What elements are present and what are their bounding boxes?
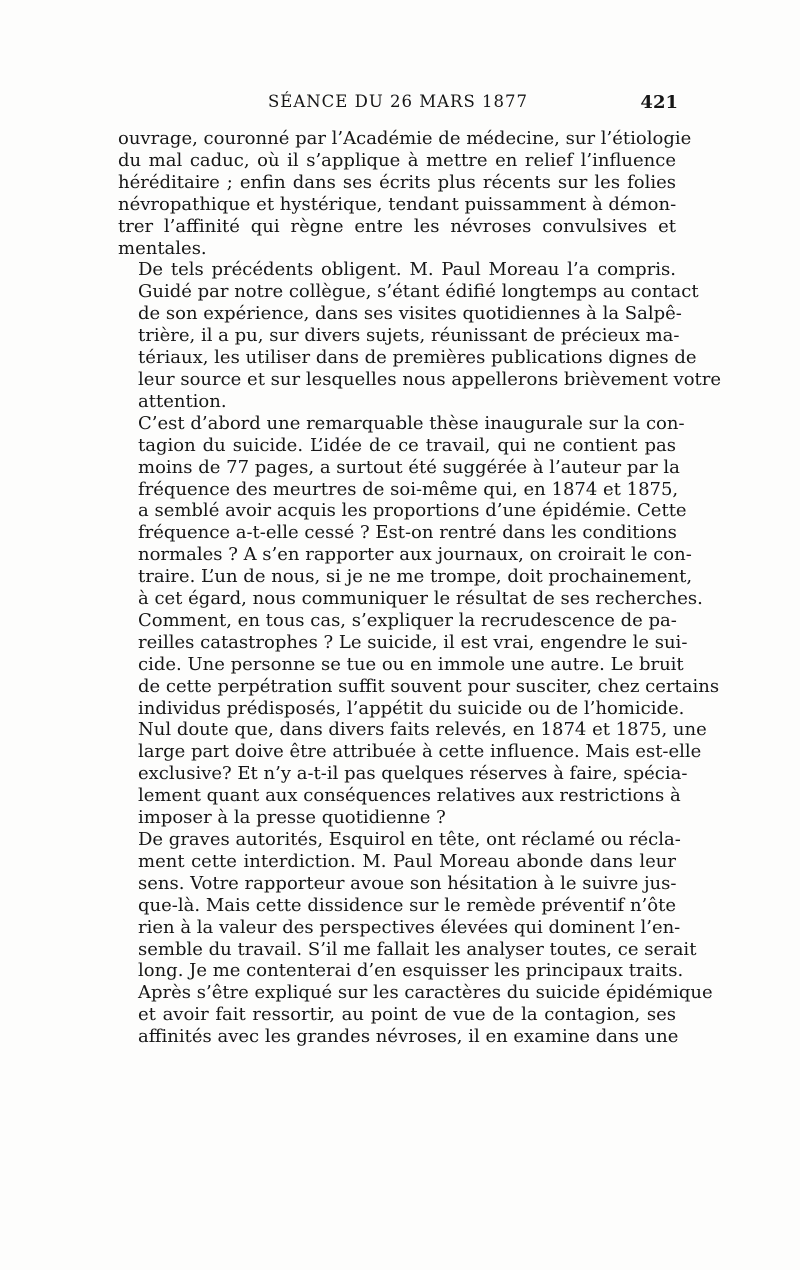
text-line: traire. L’un de nous, si je ne me trompe, doit prochainement, [138, 566, 693, 588]
text-line: à cet égard, nous communiquer le résultat de ses recherches. [138, 588, 703, 610]
paragraph [118, 982, 713, 1048]
text-line: large part doive être attribuée à cette influence. Mais est-elle [138, 741, 702, 763]
text-line: lement quant aux conséquences relatives aux restrictions à [138, 785, 681, 807]
text-line: névropathique et hystérique, tendant puissamment à démon- [118, 193, 677, 215]
running-title: SÉANCE DU 26 MARS 1877 [267, 92, 528, 111]
text-body [118, 128, 722, 1048]
text-line: et avoir fait ressortir, au point de vue de la contagion, ses [138, 1004, 676, 1026]
paragraph [118, 128, 692, 259]
text-line: semble du travail. S’il me fallait les analyser toutes, ce serait [138, 938, 697, 960]
text-line: attention. [138, 390, 227, 412]
text-line: a semblé avoir acquis les proportions d’une épidémie. Cette [138, 500, 687, 522]
text-line: que-là. Mais cette dissidence sur le remède préventif n’ôte [138, 894, 676, 916]
paragraph [118, 259, 722, 412]
text-line: exclusive? Et n’y a-t-il pas quelques réserves à faire, spécia- [138, 763, 688, 785]
text-line: affinités avec les grandes névroses, il en examine dans une [138, 1026, 679, 1048]
text-line: C’est d’abord une remarquable thèse inaugurale sur la con- [138, 412, 685, 434]
text-line: imposer à la presse quotidienne ? [138, 807, 446, 829]
text-line: Nul doute que, dans divers faits relevés, en 1874 et 1875, une [138, 719, 707, 741]
text-line: Guidé par notre collègue, s’étant édifié longtemps au contact [138, 281, 699, 303]
text-line: individus prédisposés, l’appétit du suicide ou de l’homicide. [138, 697, 685, 719]
text-line: Comment, en tous cas, s’expliquer la recrudescence de pa- [138, 609, 677, 631]
text-line: De tels précédents obligent. M. Paul Moreau l’a compris. [138, 259, 676, 281]
text-line: fréquence des meurtres de soi-même qui, en 1874 et 1875, [138, 478, 679, 500]
text-line: fréquence a-t-elle cessé ? Est-on rentré dans les conditions [138, 522, 677, 544]
text-line: héréditaire ; enfin dans ses écrits plus récents sur les folies [118, 171, 676, 193]
page-number: 421 [640, 92, 678, 113]
running-head [118, 92, 678, 116]
paragraph [118, 829, 697, 982]
text-line: normales ? A s’en rapporter aux journaux, on croirait le con- [138, 544, 692, 566]
text-line: long. Je me contenterai d’en esquisser les principaux traits. [138, 960, 684, 982]
text-line: reilles catastrophes ? Le suicide, il est vrai, engendre le sui- [138, 631, 688, 653]
text-line: trière, il a pu, sur divers sujets, réunissant de précieux ma- [138, 325, 680, 347]
text-line: de son expérience, dans ses visites quotidiennes à la Salpê- [138, 303, 682, 325]
text-line: cide. Une personne se tue ou en immole une autre. Le bruit [138, 653, 684, 675]
text-line: du mal caduc, où il s’applique à mettre en relief l’influence [118, 149, 676, 171]
text-line: ouvrage, couronné par l’Académie de médecine, sur l’étiologie [118, 128, 692, 149]
text-line: trer l’affinité qui règne entre les névroses convulsives et [118, 215, 676, 237]
text-line: tagion du suicide. L’idée de ce travail, qui ne contient pas [138, 434, 676, 456]
text-line: Après s’être expliqué sur les caractères du suicide épidémique [138, 982, 713, 1004]
text-line: tériaux, les utiliser dans de premières publications dignes de [138, 347, 697, 369]
text-line: De graves autorités, Esquirol en tête, ont réclamé ou récla- [138, 829, 681, 850]
text-line: ment cette interdiction. M. Paul Moreau abonde dans leur [138, 850, 676, 872]
text-line: moins de 77 pages, a surtout été suggérée à l’auteur par la [138, 456, 680, 478]
paragraph [118, 412, 703, 610]
text-line: sens. Votre rapporteur avoue son hésitation à le suivre jus- [138, 872, 677, 894]
paragraph [118, 609, 720, 829]
text-line: leur source et sur lesquelles nous appellerons brièvement votre [138, 368, 722, 390]
text-line: mentales. [118, 237, 207, 259]
text-line: de cette perpétration suffit souvent pour susciter, chez certains [138, 675, 720, 697]
text-line: rien à la valeur des perspectives élevées qui dominent l’en- [138, 916, 681, 938]
